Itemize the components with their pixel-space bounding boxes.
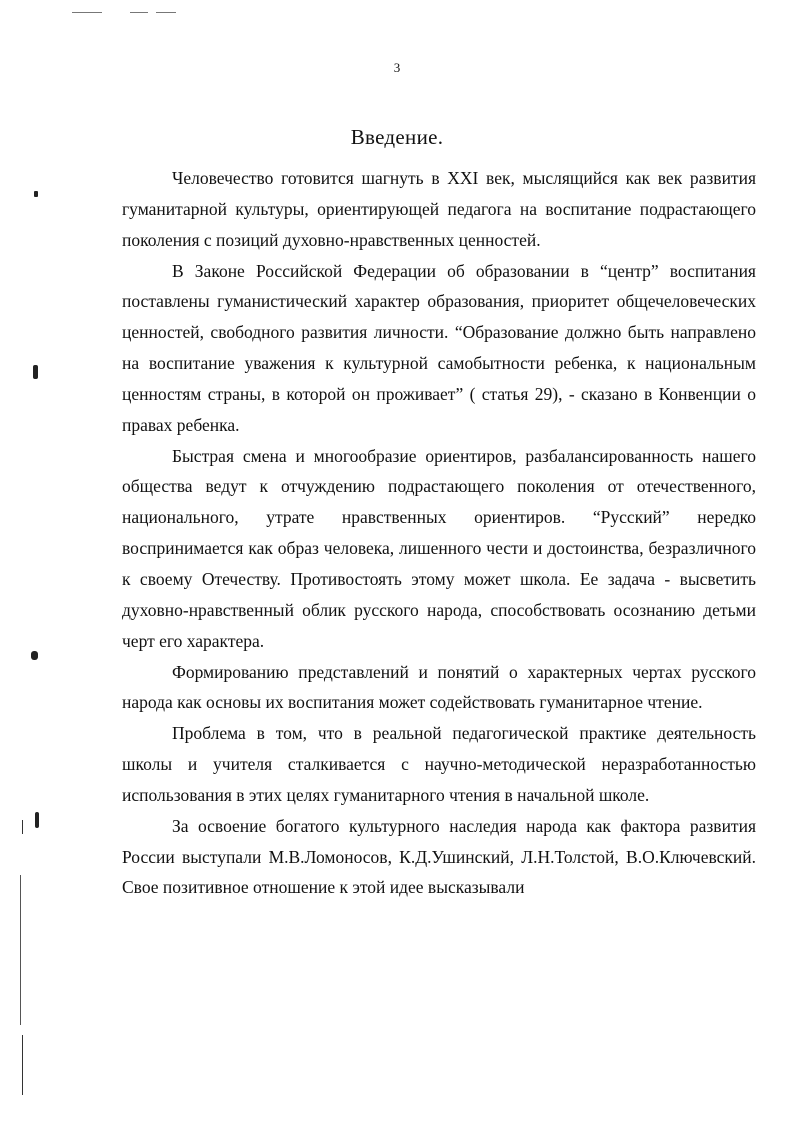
paragraph-3: Быстрая смена и многообразие ориентиров, разбалансированность нашего общества ведут к отчуждению подрастающего поколения от отечественного, национального, утрате нравственных ориентиров. “Русский” нередко воспринимается как образ человека, лишенного чести и достоинства, безразличного к своему Отечеству. Противостоять этому может школа. Ее задача - высветить духовно-нравственный облик русского народа, способствовать осознанию детьми черт его характера.	[122, 445, 756, 651]
paragraph-1: Человечество готовится шагнуть в XXI век, мыслящийся как век развития гуманитарной культуры, ориентирующей педагога на воспитание подрастающего поколения с позиций духовно-нравственных ценностей.	[122, 168, 756, 250]
paragraph-4: Формированию представлений и понятий о характерных чертах русского народа как основы их воспитания может содействовать гуманитарное чтение.	[122, 661, 756, 713]
scan-artifact-margin-line-1	[22, 820, 23, 834]
scan-artifact-top-line-1	[72, 12, 102, 13]
scan-artifact-mark-1	[34, 191, 38, 197]
body-text	[122, 163, 756, 903]
page-number: 3	[393, 60, 401, 75]
scan-artifact-mark-3	[31, 651, 38, 660]
section-heading: Введение.	[350, 125, 444, 149]
paragraph-6: За освоение богатого культурного наследия народа как фактора развития России выступали М.В.Ломоносов, К.Д.Ушинский, Л.Н.Толстой, В.О.Ключевский. Свое позитивное отношение к этой идее высказывали	[122, 815, 756, 898]
scan-artifact-margin-line-2	[20, 875, 21, 1025]
scan-artifact-mark-2	[33, 365, 38, 379]
paragraph-2: В Законе Российской Федерации об образовании в “центр” воспитания поставлены гуманистический характер образования, приоритет общечеловеческих ценностей, свободного развития личности. “Образование должно быть направлено на воспитание уважения к культурной самобытности ребенка, к национальным ценностям страны, в которой он проживает” ( статья 29), - сказано в Конвенции о правах ребенка.	[122, 260, 756, 435]
scan-artifact-margin-line-3	[22, 1035, 23, 1095]
paragraph-5: Проблема в том, что в реальной педагогической практике деятельность школы и учителя сталкивается с научно-методической неразработанностью использования в этих целях гуманитарного чтения в начальной школе.	[122, 723, 756, 805]
scan-artifact-mark-4	[35, 812, 39, 828]
scan-artifact-top-line-2	[130, 12, 148, 13]
scan-artifact-top-line-3	[156, 12, 176, 13]
